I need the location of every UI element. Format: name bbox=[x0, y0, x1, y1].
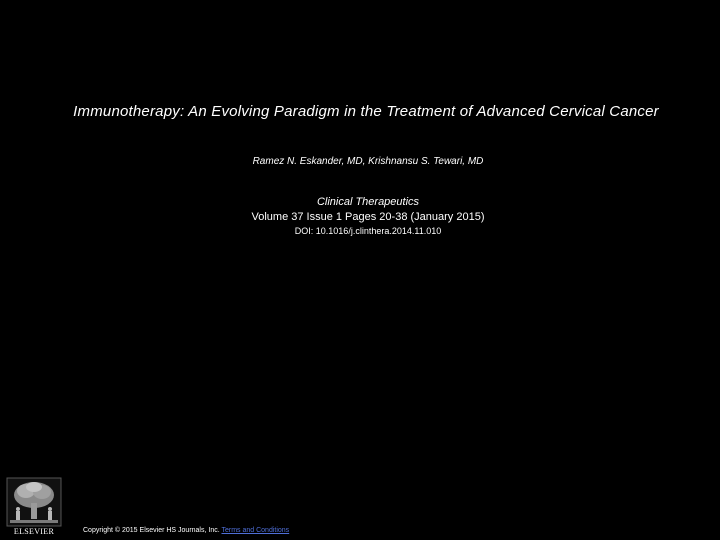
journal-name: Clinical Therapeutics bbox=[316, 196, 420, 208]
article-authors: Ramez N. Eskander, MD, Krishnansu S. Tewari, MD bbox=[252, 156, 484, 167]
terms-and-conditions-link[interactable]: Terms and Conditions bbox=[221, 527, 290, 534]
copyright-text: Copyright © 2015 Elsevier HS Journals, Inc. bbox=[83, 527, 222, 534]
doi-text: DOI: 10.1016/j.clinthera.2014.11.010 bbox=[294, 226, 442, 236]
elsevier-tree-logo-icon bbox=[6, 477, 62, 527]
volume-info: Volume 37 Issue 1 Pages 20-38 (January 2015) bbox=[251, 211, 485, 223]
elsevier-logo bbox=[6, 477, 62, 537]
article-title: Immunotherapy: An Evolving Paradigm in the Treatment of Advanced Cervical Cancer bbox=[73, 103, 659, 120]
logo-wordmark: ELSEVIER bbox=[13, 527, 55, 536]
copyright-line bbox=[83, 527, 289, 534]
